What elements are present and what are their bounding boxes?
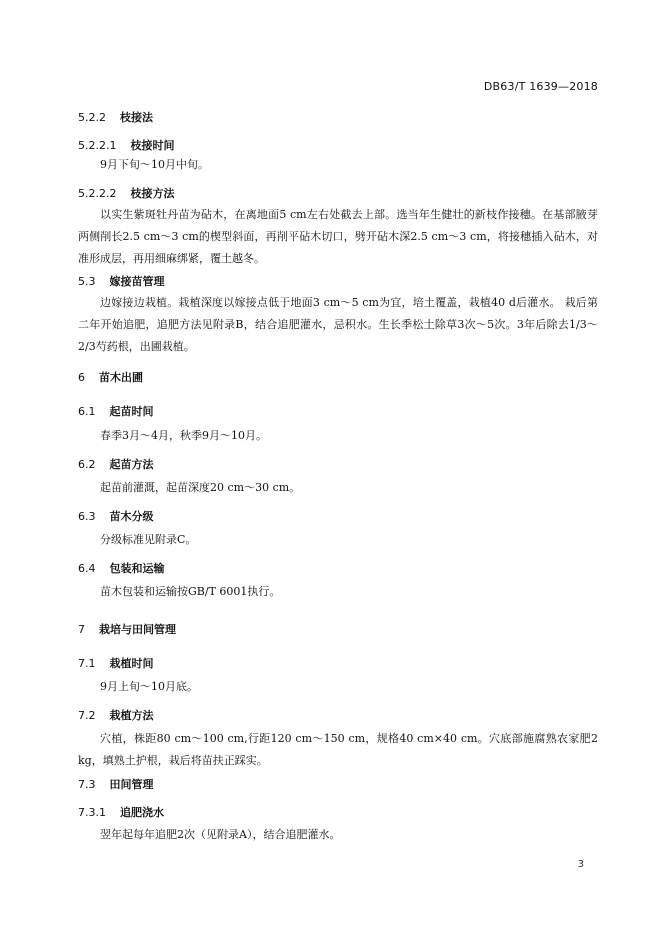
- section-title: 起苗方法: [109, 458, 154, 471]
- section-heading: [78, 456, 154, 472]
- section-title: 嫁接苗管理: [109, 275, 165, 288]
- paragraph: 起苗前灌溉，起苗深度20 cm～30 cm。: [100, 481, 301, 494]
- section-number: 7.1: [78, 657, 96, 670]
- section-heading: [78, 707, 154, 723]
- section-number: 5.3: [78, 275, 96, 288]
- paragraph: 穴植，株距80 cm～100 cm,行距120 cm～150 cm，规格40 cm×40 cm。穴底部施腐熟农家肥2 kg，填熟土护根，栽后将苗扶正踩实。: [78, 732, 598, 767]
- section-title: 栽培与田间管理: [99, 623, 176, 636]
- section-title: 苗木出圃: [99, 371, 143, 384]
- section-number: 6.2: [78, 458, 96, 471]
- section-heading: [78, 655, 154, 671]
- section-title: 枝接方法: [130, 187, 175, 200]
- section-title: 田间管理: [109, 778, 154, 791]
- paragraph: 以实生紫斑牡丹苗为砧木，在离地面5 cm左右处截去上部。选当年生健壮的新枝作接穗。在基部腋芽两侧削长2.5 cm～3 cm的楔型斜面，再削平砧木切口，劈开砧木深2.5 cm～3 cm，将接穗插入砧木，对准形成层，再用细麻绑紧，覆土越冬。: [78, 208, 598, 265]
- page-number: 3: [577, 859, 584, 870]
- section-heading: [78, 273, 165, 289]
- section-number: 6.1: [78, 405, 96, 418]
- section-heading: [78, 508, 154, 524]
- section-number: 6.3: [78, 510, 96, 523]
- section-title: 栽植方法: [109, 709, 154, 722]
- section-heading: [78, 137, 174, 153]
- section-number: 6.4: [78, 562, 96, 575]
- paragraph: 翌年起每年追肥2次（见附录A），结合追肥灌水。: [100, 828, 341, 841]
- paragraph: 边嫁接边栽植。栽植深度以嫁接点低于地面3 cm～5 cm为宜，培土覆盖，栽植40 d后灌水。 栽后第二年开始追肥，追肥方法见附录B，结合追肥灌水，忌积水。生长季松土除草3次～5次。3年后除去1/3～2/3芍药根，出圃栽植。: [78, 296, 598, 353]
- section-number: 7: [78, 623, 85, 636]
- paragraph: 9月下旬～10月中旬。: [100, 158, 209, 171]
- section-number: 7.2: [78, 709, 96, 722]
- section-heading: [78, 621, 176, 637]
- section-number: 7.3.1: [78, 806, 106, 819]
- section-title: 起苗时间: [109, 405, 154, 418]
- section-number: 7.3: [78, 778, 96, 791]
- section-title: 枝接时间: [130, 139, 175, 152]
- section-title: 苗木分级: [109, 510, 154, 523]
- paragraph: 9月上旬～10月底。: [100, 680, 198, 693]
- paragraph: 春季3月～4月，秋季9月～10月。: [100, 429, 267, 442]
- section-heading: [78, 804, 164, 820]
- section-number: 5.2.2.1: [78, 139, 117, 152]
- section-title: 栽植时间: [109, 657, 154, 670]
- section-number: 5.2.2.2: [78, 187, 117, 200]
- paragraph: 分级标准见附录C。: [100, 533, 197, 546]
- section-heading: [78, 369, 143, 385]
- section-heading: [78, 776, 154, 792]
- document-code: DB63/T 1639—2018: [483, 80, 598, 93]
- section-heading: [78, 560, 165, 576]
- section-heading: [78, 109, 153, 125]
- section-heading: [78, 185, 174, 201]
- section-title: 枝接法: [120, 111, 153, 124]
- section-title: 追肥浇水: [120, 806, 164, 819]
- section-heading: [78, 403, 154, 419]
- section-number: 6: [78, 371, 85, 384]
- section-title: 包装和运输: [109, 562, 165, 575]
- section-number: 5.2.2: [78, 111, 106, 124]
- paragraph: 苗木包装和运输按GB/T 6001执行。: [100, 585, 281, 598]
